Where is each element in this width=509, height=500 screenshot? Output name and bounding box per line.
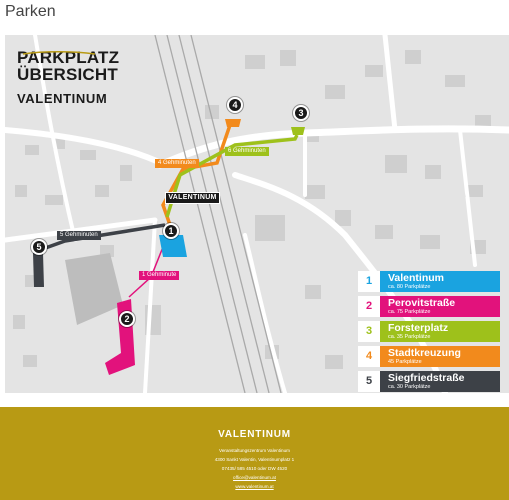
legend-number: 5: [358, 371, 380, 392]
legend-name: Stadtkreuzung: [388, 347, 461, 359]
walk-label-1: 1 Gehminute: [139, 271, 179, 280]
parking-pin-3[interactable]: 3: [293, 105, 309, 121]
legend-capacity: 45 Parkplätze: [388, 359, 422, 365]
legend-name: Forsterplatz: [388, 322, 449, 334]
footer-organization: Veranstaltungszentrum Valentinum: [219, 448, 290, 453]
walk-label-4: 4 Gehminuten: [155, 159, 199, 168]
footer-website-link[interactable]: www.valentinum.at: [235, 484, 274, 489]
legend-item-perovitstrasse[interactable]: [358, 296, 500, 317]
legend-number: 4: [358, 346, 380, 367]
parking-area-3: [291, 127, 305, 135]
legend-name: Siegfriedstraße: [388, 372, 465, 384]
logo-line-1: PARKPLATZ: [17, 48, 120, 67]
legend-item-valentinum[interactable]: [358, 271, 500, 292]
page-title: Parken: [5, 3, 56, 20]
site-footer: [0, 407, 509, 500]
legend-number: 2: [358, 296, 380, 317]
legend-number: 3: [358, 321, 380, 342]
legend-capacity: ca. 80 Parkplätze: [388, 284, 431, 290]
footer-phone: 07435/ 585 4510 oder DW 4520: [221, 466, 288, 471]
walk-label-5: 5 Gehminuten: [57, 231, 101, 240]
map-logo: [17, 49, 127, 106]
legend-number: 1: [358, 271, 380, 292]
legend-name: Valentinum: [388, 272, 445, 284]
legend-capacity: ca. 35 Parkplätze: [388, 334, 431, 340]
parking-pin-2[interactable]: 2: [119, 311, 135, 327]
parking-pin-4[interactable]: 4: [227, 97, 243, 113]
parking-area-4: [225, 119, 241, 127]
logo-swoosh-icon: [23, 51, 95, 57]
venue-sign: VALENTINUM: [165, 192, 220, 204]
logo-brand: VALENTINUM: [17, 91, 108, 106]
footer-email-link[interactable]: office@valentinum.at: [233, 475, 276, 480]
parking-area-5: [33, 253, 44, 287]
walk-label-6: 6 Gehminuten: [225, 147, 269, 156]
footer-logo: VALENTINUM: [218, 429, 291, 440]
legend-capacity: ca. 30 Parkplätze: [388, 384, 431, 390]
legend-name: Perovitstraße: [388, 297, 456, 309]
footer-address: 4300 Sankt Valentin, Valentinumplatz 1: [214, 457, 295, 462]
parking-pin-5[interactable]: 5: [31, 239, 47, 255]
logo-line-2: ÜBERSICHT: [17, 65, 118, 84]
parking-legend: [358, 271, 500, 393]
legend-capacity: ca. 75 Parkplätze: [388, 309, 431, 315]
legend-item-stadtkreuzung[interactable]: [358, 346, 500, 367]
legend-item-siegfriedstrasse[interactable]: [358, 371, 500, 392]
parking-overview-map: [5, 35, 509, 393]
parking-pin-1[interactable]: 1: [163, 223, 179, 239]
legend-item-forsterplatz[interactable]: [358, 321, 500, 342]
